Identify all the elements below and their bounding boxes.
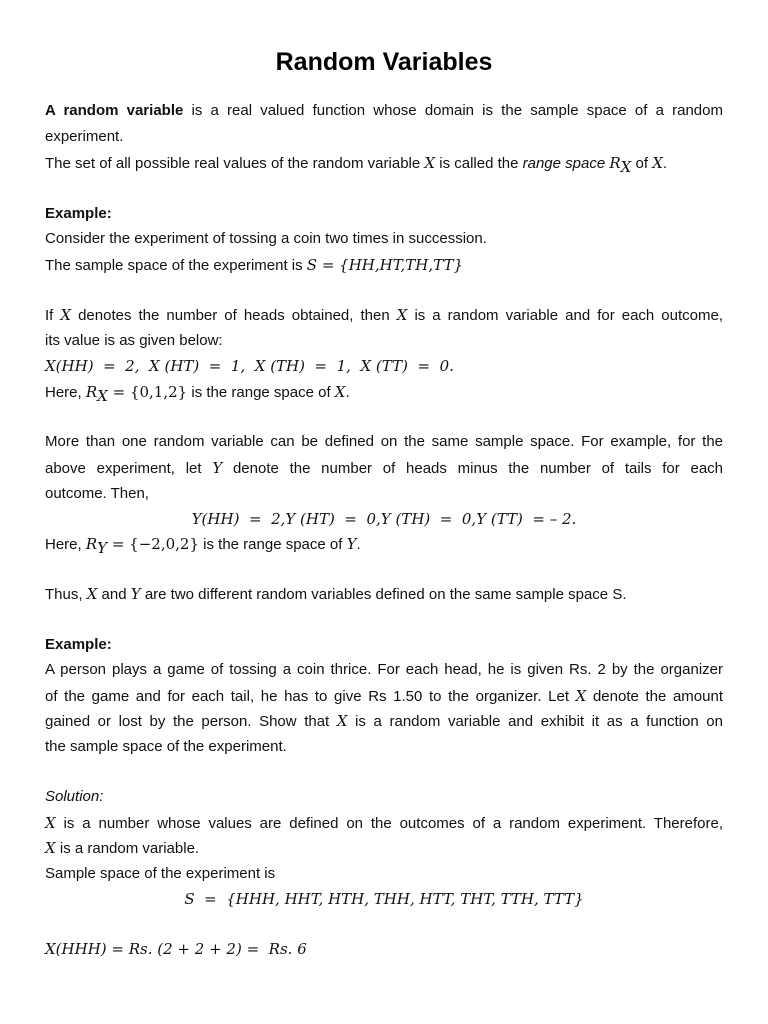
example2-line-1: A person plays a game of tossing a coin thrice. For each head, he is given Rs. 2 by the organizer xyxy=(45,661,723,678)
page-title: Random Variables xyxy=(275,48,493,76)
example1-para2-line-2: its value is as given below: xyxy=(45,332,223,349)
example1-para3-line-2: above experiment, let Y denote the number of heads minus the number of tails for each xyxy=(45,459,724,477)
example1-y-range-line: Here, $R_Y = \{-2,0,2\}$ is the range space of Y. xyxy=(45,535,361,557)
solution-xhhh-equation: X(HHH) = Rs. (2 + 2 + 2) = Rs. 6 xyxy=(45,940,307,958)
example1-values-equation: X(HH) = 2, X (HT) = 1, X (TH) = 1, X (TT) = 0. xyxy=(45,357,454,375)
example1-conclusion: Thus, X and Y are two different random variables defined on the same sample space S. xyxy=(45,585,627,603)
solution-line-3: Sample space of the experiment is xyxy=(45,865,276,882)
example-heading: Example: xyxy=(45,205,112,222)
definition-line-1 xyxy=(45,101,723,121)
example2-line-4: the sample space of the experiment. xyxy=(45,738,287,755)
example1-sample-space: The sample space of the experiment is S = {HH,HT,TH,TT} xyxy=(45,256,463,274)
example2-line-3: gained or lost by the person. Show that X is a random variable and exhibit it as a function on xyxy=(45,712,723,730)
example2-heading: Example: xyxy=(45,636,112,653)
solution-sample-space-equation: S = {HHH, HHT, HTH, THH, HTT, THT, TTH, TTT} xyxy=(184,890,584,908)
definition-text: is a real valued function whose domain is the sample space of a random xyxy=(183,102,723,119)
example1-para3-line-1: More than one random variable can be defined on the same sample space. For example, for the xyxy=(45,433,723,450)
solution-line-2: X is a random variable. xyxy=(45,839,200,857)
example1-y-equation: Y(HH) = 2,Y (HT) = 0,Y (TH) = 0,Y (TT) = – 2. xyxy=(191,510,577,528)
example2-line-2: of the game and for each tail, he has to give Rs 1.50 to the organizer. Let X denote the amount xyxy=(45,687,724,705)
example1-range-line: Here, $R_X = \{0,1,2\}$ is the range space of X. xyxy=(45,383,350,405)
range-space-line: The set of all possible real values of the random variable X is called the range space $R_X$ of X. xyxy=(45,154,668,176)
definition-line-2: experiment. xyxy=(45,128,124,145)
example1-para3-line-3: outcome. Then, xyxy=(45,485,149,502)
definition-term: A random variable xyxy=(45,102,184,119)
example1-line-1: Consider the experiment of tossing a coin two times in succession. xyxy=(45,230,487,247)
example1-para2-line-1: If X denotes the number of heads obtained, then X is a random variable and for each outcome, xyxy=(45,306,723,324)
solution-heading: Solution: xyxy=(45,788,104,805)
solution-line-1: X is a number whose values are defined on the outcomes of a random experiment. Therefore, xyxy=(45,814,723,832)
